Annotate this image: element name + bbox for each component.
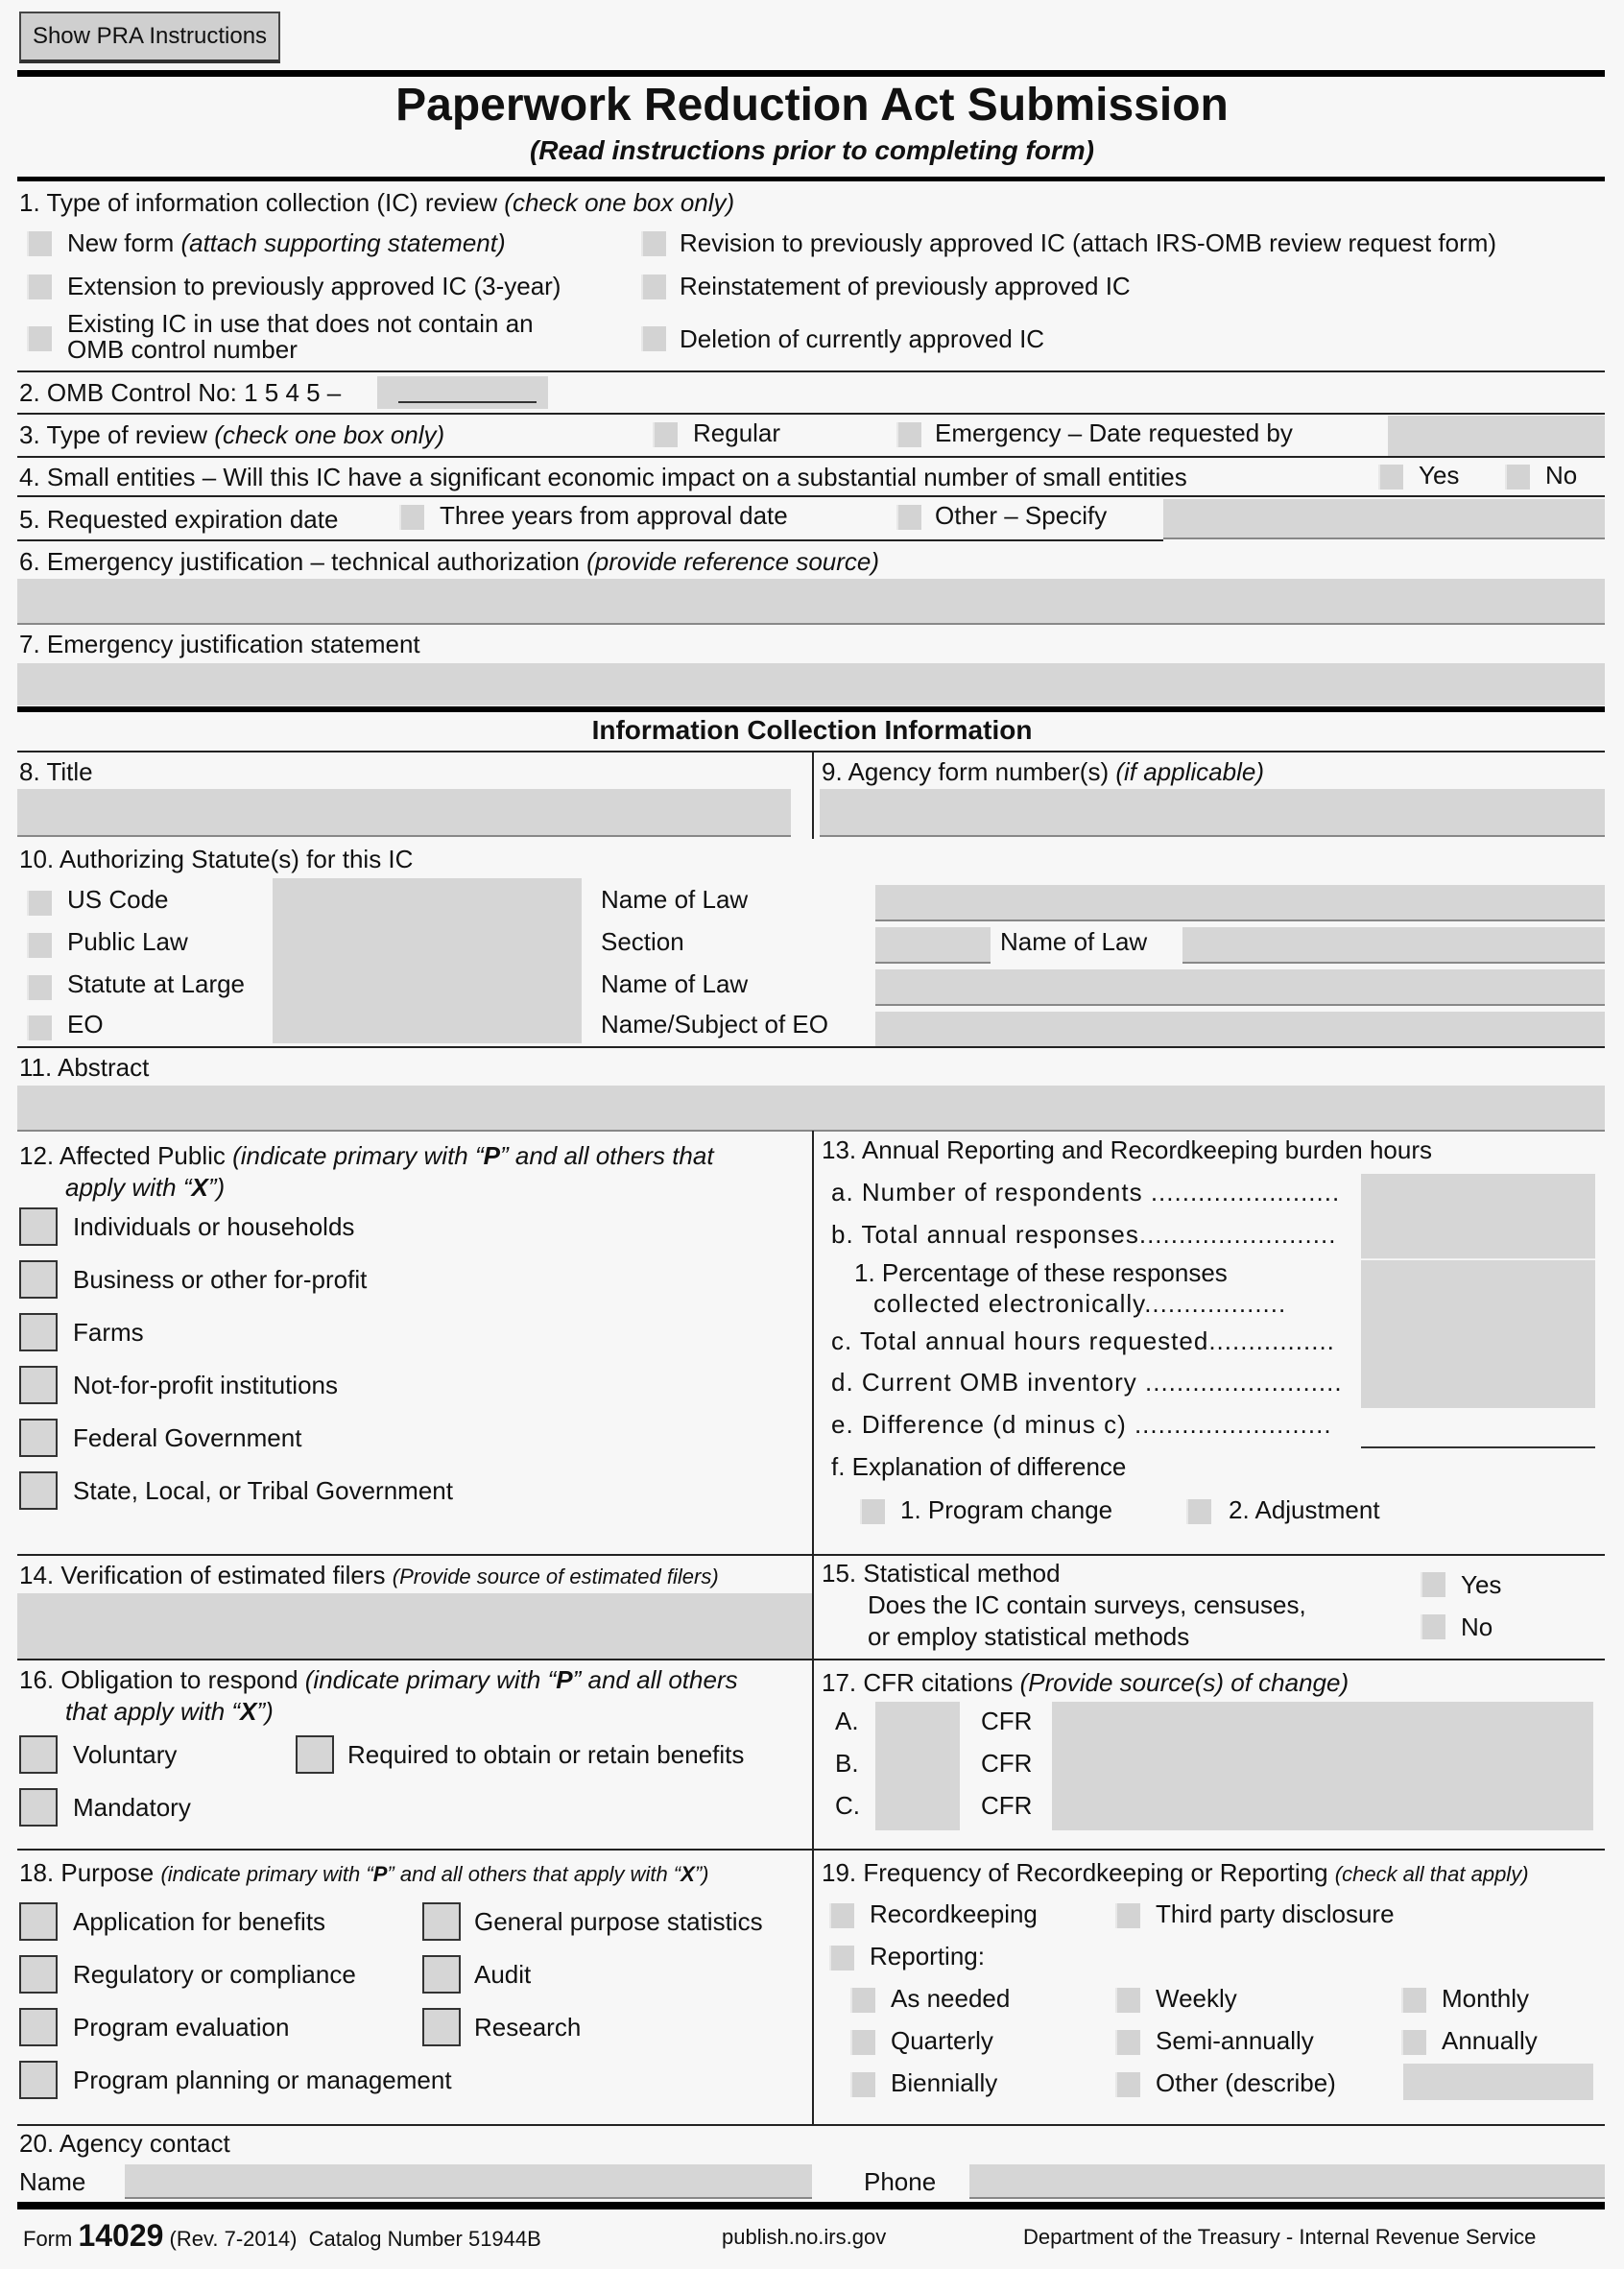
public-law-section-input[interactable] (875, 927, 991, 964)
divider (17, 751, 1605, 752)
monthly-label: Monthly (1442, 1984, 1530, 2013)
adjustment-label: 2. Adjustment (1229, 1495, 1380, 1524)
footer-department: Department of the Treasury - Internal Revenue Service (1023, 2225, 1537, 2249)
divider (17, 539, 1163, 541)
q7-justification-input[interactable] (17, 663, 1605, 705)
contact-phone-label: Phone (864, 2167, 937, 2196)
difference-label: e. Difference (d minus c) ......................... (831, 1410, 1332, 1439)
regulatory-compliance-label: Regulatory or compliance (73, 1960, 356, 1989)
divider (17, 2124, 1605, 2126)
as-needed-label: As needed (891, 1984, 1011, 2013)
q5-three-years-label: Three years from approval date (440, 501, 788, 530)
divider (17, 495, 1605, 497)
reporting-checkbox[interactable] (829, 1946, 854, 1970)
q4-yes-label: Yes (1419, 461, 1460, 490)
state-local-tribal-label: State, Local, or Tribal Government (73, 1476, 453, 1505)
page-title: Paperwork Reduction Act Submission (395, 80, 1229, 131)
recordkeeping-label: Recordkeeping (870, 1899, 1038, 1928)
business-label: Business or other for-profit (73, 1265, 368, 1294)
application-benefits-box[interactable] (19, 1902, 58, 1941)
q11-label: 11. Abstract (19, 1053, 150, 1082)
public-law-name-of-law-input[interactable] (1182, 927, 1605, 964)
q1-extension-label: Extension to previously approved IC (3-year) (67, 272, 561, 300)
q15-no-label: No (1461, 1612, 1493, 1641)
q3-label: 3. Type of review (check one box only) (19, 420, 445, 449)
audit-label: Audit (474, 1960, 532, 1989)
other-describe-input[interactable] (1403, 2064, 1593, 2100)
us-code-name-of-law-input[interactable] (875, 885, 1605, 921)
other-describe-checkbox[interactable] (1115, 2072, 1140, 2097)
application-benefits-label: Application for benefits (73, 1907, 326, 1936)
percentage-label: 1. Percentage of these responses (854, 1258, 1228, 1287)
us-code-checkbox[interactable] (27, 891, 52, 916)
q1-revision-checkbox[interactable] (641, 231, 666, 256)
cfr-b-label: CFR (981, 1749, 1033, 1778)
q15-label: 15. Statistical method (822, 1559, 1061, 1588)
burden-hours-input[interactable] (1361, 1260, 1595, 1408)
eo-subject-label: Name/Subject of EO (601, 1010, 828, 1039)
program-change-checkbox[interactable] (860, 1499, 885, 1524)
q14-label: 14. Verification of estimated filers (Provide source of estimated filers) (19, 1561, 719, 1589)
page-subtitle: (Read instructions prior to completing form) (529, 135, 1094, 165)
divider (17, 456, 1605, 458)
farms-label: Farms (73, 1318, 144, 1347)
statute-number-input[interactable] (273, 878, 582, 1043)
program-evaluation-box[interactable] (19, 2008, 58, 2046)
reporting-label: Reporting: (870, 1942, 985, 1970)
q8-label: 8. Title (19, 757, 93, 786)
divider (17, 1046, 1605, 1048)
eo-label: EO (67, 1010, 104, 1039)
individuals-households-box[interactable] (19, 1207, 58, 1246)
third-party-label: Third party disclosure (1156, 1899, 1395, 1928)
eo-checkbox[interactable] (27, 1015, 52, 1040)
contact-name-input[interactable] (125, 2164, 812, 2199)
weekly-label: Weekly (1156, 1984, 1237, 2013)
divider (17, 1659, 1605, 1660)
mandatory-box[interactable] (19, 1788, 58, 1827)
audit-box[interactable] (422, 1955, 461, 1994)
program-planning-label: Program planning or management (73, 2066, 452, 2094)
semi-annually-checkbox[interactable] (1115, 2030, 1140, 2055)
q1-new-form-label: New form (attach supporting statement) (67, 228, 506, 257)
q15-yes-checkbox[interactable] (1421, 1572, 1445, 1597)
q15-yes-label: Yes (1461, 1570, 1502, 1599)
us-code-label: US Code (67, 885, 169, 914)
cfr-a-label: CFR (981, 1707, 1033, 1735)
biennially-checkbox[interactable] (850, 2072, 875, 2097)
form-id: Form 14029 (Rev. 7-2014) Catalog Number 51944B (23, 2218, 541, 2253)
general-statistics-box[interactable] (422, 1902, 461, 1941)
q18-label: 18. Purpose (indicate primary with “P” and all others that apply with “X”) (19, 1858, 709, 1887)
omb-control-number-input[interactable] (377, 376, 548, 409)
divider (812, 1131, 814, 2125)
underline (398, 401, 537, 403)
voluntary-label: Voluntary (73, 1740, 178, 1769)
show-pra-instructions-button[interactable]: Show PRA Instructions (19, 12, 280, 63)
other-describe-label: Other (describe) (1156, 2068, 1336, 2097)
divider (812, 751, 814, 839)
general-statistics-label: General purpose statistics (474, 1907, 763, 1936)
cfr-title-input[interactable] (875, 1702, 960, 1830)
recordkeeping-checkbox[interactable] (829, 1903, 854, 1928)
q17-label: 17. CFR citations (Provide source(s) of change) (822, 1668, 1349, 1697)
q5-other-checkbox[interactable] (896, 505, 921, 530)
q4-label: 4. Small entities – Will this IC have a significant economic impact on a substantial number of small entities (19, 463, 1187, 491)
total-responses-label: b. Total annual responses......................... (831, 1220, 1337, 1249)
contact-name-label: Name (19, 2167, 86, 2196)
program-planning-box[interactable] (19, 2061, 58, 2099)
required-box[interactable] (296, 1735, 334, 1774)
agency-form-number-input[interactable] (820, 789, 1605, 837)
required-label: Required to obtain or retain benefits (347, 1740, 745, 1769)
q3-emergency-checkbox[interactable] (896, 422, 921, 447)
semi-annually-label: Semi-annually (1156, 2026, 1314, 2055)
q4-yes-checkbox[interactable] (1378, 465, 1403, 490)
q3-emergency-label: Emergency – Date requested by (935, 418, 1293, 447)
q1-extension-checkbox[interactable] (27, 275, 52, 299)
quarterly-label: Quarterly (891, 2026, 993, 2055)
divider (17, 70, 1605, 77)
q1-deletion-checkbox[interactable] (641, 326, 666, 351)
q4-no-checkbox[interactable] (1505, 465, 1530, 490)
not-for-profit-box[interactable] (19, 1366, 58, 1404)
federal-government-box[interactable] (19, 1419, 58, 1457)
cfr-row-b-label: B. (835, 1749, 859, 1778)
divider (17, 177, 1605, 181)
statute-at-large-label: Statute at Large (67, 969, 246, 998)
q5-other-label: Other – Specify (935, 501, 1108, 530)
section-title: Information Collection Information (591, 715, 1033, 745)
q16-label: 16. Obligation to respond (indicate primary with “P” and all others that apply with “X”) (19, 1665, 738, 1726)
quarterly-checkbox[interactable] (850, 2030, 875, 2055)
total-hours-label: c. Total annual hours requested................ (831, 1326, 1335, 1355)
q15-question-line1: Does the IC contain surveys, censuses, (868, 1590, 1306, 1619)
q1-label: 1. Type of information collection (IC) review (check one box only) (19, 188, 735, 217)
respondents-label: a. Number of respondents ........................ (831, 1178, 1341, 1206)
research-label: Research (474, 2013, 582, 2042)
statute-name-of-law-label: Name of Law (601, 969, 749, 998)
contact-phone-input[interactable] (969, 2164, 1605, 2199)
q9-label: 9. Agency form number(s) (if applicable) (822, 757, 1264, 786)
cfr-row-c-label: C. (835, 1791, 860, 1820)
third-party-checkbox[interactable] (1115, 1903, 1140, 1928)
adjustment-checkbox[interactable] (1186, 1499, 1211, 1524)
respondents-responses-input[interactable] (1361, 1174, 1595, 1259)
eo-subject-input[interactable] (875, 1012, 1605, 1046)
statute-at-large-checkbox[interactable] (27, 975, 52, 1000)
divider (17, 1849, 1605, 1851)
q19-label: 19. Frequency of Recordkeeping or Reporting (check all that apply) (822, 1858, 1529, 1887)
monthly-checkbox[interactable] (1401, 1988, 1426, 2013)
individuals-households-label: Individuals or households (73, 1212, 355, 1241)
q1-new-form-checkbox[interactable] (27, 231, 52, 256)
q1-deletion-label: Deletion of currently approved IC (680, 324, 1045, 353)
divider (17, 706, 1605, 712)
q15-no-checkbox[interactable] (1421, 1614, 1445, 1639)
regulatory-compliance-box[interactable] (19, 1955, 58, 1994)
as-needed-checkbox[interactable] (850, 1988, 875, 2013)
public-law-name-of-law-label: Name of Law (1000, 927, 1148, 956)
public-law-label: Public Law (67, 927, 188, 956)
emergency-date-input[interactable] (1388, 416, 1605, 456)
estimated-filers-input[interactable] (17, 1593, 812, 1660)
q4-no-label: No (1545, 461, 1578, 490)
statute-name-of-law-input[interactable] (875, 969, 1605, 1006)
omb-inventory-label: d. Current OMB inventory ......................... (831, 1368, 1343, 1397)
not-for-profit-label: Not-for-profit institutions (73, 1371, 338, 1399)
cfr-row-a-label: A. (835, 1707, 859, 1735)
cfr-c-label: CFR (981, 1791, 1033, 1820)
difference-underline (1361, 1446, 1595, 1448)
q10-label: 10. Authorizing Statute(s) for this IC (19, 845, 414, 873)
federal-government-label: Federal Government (73, 1423, 302, 1452)
q13-label: 13. Annual Reporting and Recordkeeping burden hours (822, 1135, 1433, 1164)
voluntary-box[interactable] (19, 1735, 58, 1774)
annually-checkbox[interactable] (1401, 2030, 1426, 2055)
section-label: Section (601, 927, 684, 956)
explanation-label: f. Explanation of difference (831, 1452, 1127, 1481)
business-box[interactable] (19, 1260, 58, 1299)
q6-label: 6. Emergency justification – technical authorization (provide reference source) (19, 547, 880, 576)
state-local-tribal-box[interactable] (19, 1471, 58, 1510)
q12-label: 12. Affected Public (indicate primary with “P” and all others that apply with “X”) (19, 1141, 714, 1202)
biennially-label: Biennially (891, 2068, 998, 2097)
public-law-checkbox[interactable] (27, 933, 52, 958)
q3-regular-checkbox[interactable] (653, 422, 678, 447)
cfr-citations-input[interactable] (1052, 1702, 1593, 1830)
divider (17, 413, 1605, 415)
divider (17, 370, 1605, 372)
program-evaluation-label: Program evaluation (73, 2013, 290, 2042)
divider (17, 1554, 1605, 1556)
collected-electronically-label: collected electronically.................. (873, 1289, 1287, 1318)
annually-label: Annually (1442, 2026, 1538, 2055)
abstract-input[interactable] (17, 1086, 1605, 1132)
q3-regular-label: Regular (693, 418, 781, 447)
q5-three-years-checkbox[interactable] (399, 505, 424, 530)
name-of-law-label: Name of Law (601, 885, 749, 914)
title-input[interactable] (17, 789, 791, 837)
mandatory-label: Mandatory (73, 1793, 191, 1822)
program-change-label: 1. Program change (900, 1495, 1113, 1524)
q2-label: 2. OMB Control No: 1 5 4 5 – (19, 378, 342, 407)
q5-other-specify-input[interactable] (1163, 499, 1605, 539)
q15-question-line2: or employ statistical methods (868, 1622, 1190, 1651)
footer-site: publish.no.irs.gov (722, 2225, 887, 2249)
q1-reinstatement-label: Reinstatement of previously approved IC (680, 272, 1131, 300)
q1-existing-ic-checkbox[interactable] (27, 326, 52, 351)
q1-revision-label: Revision to previously approved IC (attach IRS-OMB review request form) (680, 228, 1497, 257)
q7-label: 7. Emergency justification statement (19, 630, 420, 658)
divider (17, 2202, 1605, 2209)
weekly-checkbox[interactable] (1115, 1988, 1140, 2013)
q20-label: 20. Agency contact (19, 2129, 230, 2158)
q5-label: 5. Requested expiration date (19, 505, 339, 534)
research-box[interactable] (422, 2008, 461, 2046)
q1-reinstatement-checkbox[interactable] (641, 275, 666, 299)
farms-box[interactable] (19, 1313, 58, 1351)
q6-technical-authorization-input[interactable] (17, 579, 1605, 625)
q1-existing-ic-label: Existing IC in use that does not contain an OMB control number (67, 309, 534, 364)
